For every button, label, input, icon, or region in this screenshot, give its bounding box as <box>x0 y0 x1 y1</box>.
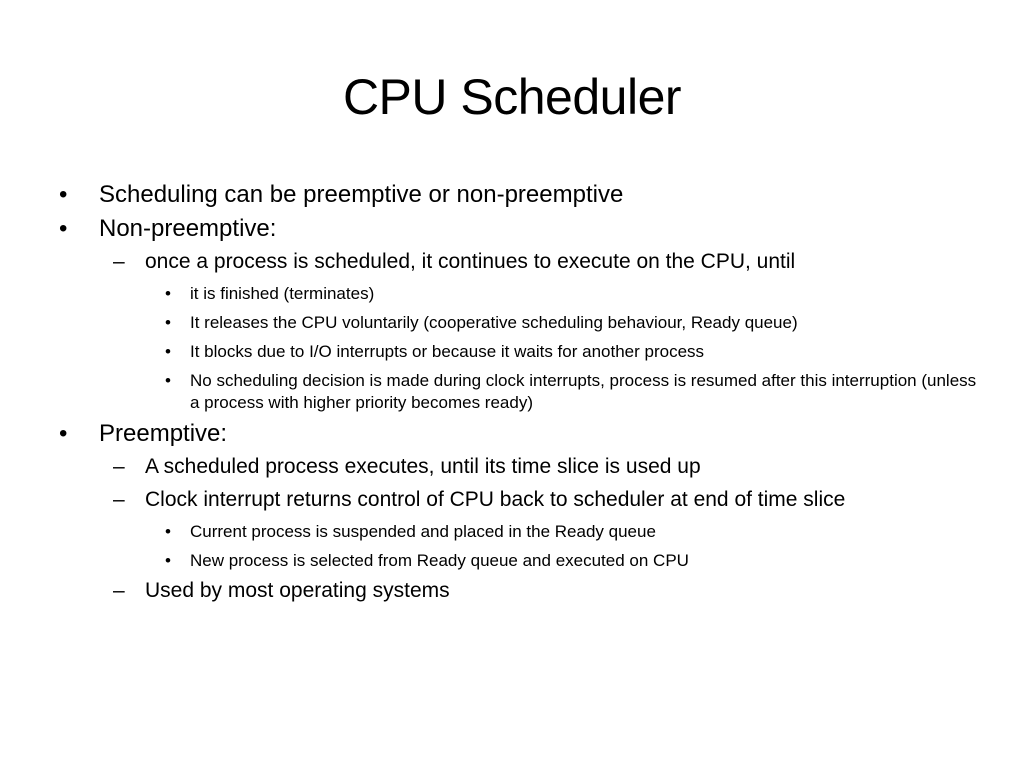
sub-sub-bullet-item <box>52 341 982 363</box>
dash-icon: – <box>113 455 125 478</box>
sub-sub-bullet-item <box>52 550 982 572</box>
sub-sub-bullet-text: It blocks due to I/O interrupts or because it waits for another process <box>190 342 705 361</box>
sub-sub-bullet-text: New process is selected from Ready queue and executed on CPU <box>190 551 689 570</box>
sub-sub-bullet-item <box>52 521 982 543</box>
bullet-text: Preemptive: <box>99 420 228 447</box>
sub-bullet-item <box>52 577 982 605</box>
sub-bullet-text: once a process is scheduled, it continues to execute on the CPU, until <box>145 250 796 273</box>
sub-bullet-text: Used by most operating systems <box>145 579 450 602</box>
bullet-icon: • <box>59 420 68 447</box>
bullet-item <box>52 419 982 448</box>
bullet-item <box>52 214 982 243</box>
bullet-icon: • <box>165 342 171 361</box>
bullet-icon: • <box>165 371 171 390</box>
bullet-icon: • <box>165 551 171 570</box>
sub-sub-bullet-text: No scheduling decision is made during clock interrupts, process is resumed after this interruption (unless a process with higher priority becomes ready) <box>190 371 977 412</box>
bullet-icon: • <box>59 181 68 208</box>
sub-sub-bullet-text: it is finished (terminates) <box>190 284 375 303</box>
bullet-icon: • <box>165 522 171 541</box>
sub-bullet-item <box>52 486 982 514</box>
sub-sub-bullet-item <box>52 370 982 414</box>
dash-icon: – <box>113 250 125 273</box>
sub-bullet-text: A scheduled process executes, until its time slice is used up <box>145 455 701 478</box>
bullet-text: Scheduling can be preemptive or non-preemptive <box>99 181 624 208</box>
sub-bullet-item <box>52 248 982 276</box>
slide-body <box>52 180 982 605</box>
bullet-text: Non-preemptive: <box>99 215 277 242</box>
sub-bullet-text: Clock interrupt returns control of CPU back to scheduler at end of time slice <box>145 488 846 511</box>
bullet-icon: • <box>165 313 171 332</box>
dash-icon: – <box>113 488 125 511</box>
sub-sub-bullet-text: It releases the CPU voluntarily (cooperative scheduling behaviour, Ready queue) <box>190 313 798 332</box>
bullet-item <box>52 180 982 209</box>
sub-sub-bullet-text: Current process is suspended and placed in the Ready queue <box>190 522 656 541</box>
sub-bullet-item <box>52 453 982 481</box>
slide-title: CPU Scheduler <box>342 69 682 125</box>
sub-sub-bullet-item <box>52 312 982 334</box>
bullet-icon: • <box>59 215 68 242</box>
dash-icon: – <box>113 579 125 602</box>
sub-sub-bullet-item <box>52 283 982 305</box>
bullet-icon: • <box>165 284 171 303</box>
